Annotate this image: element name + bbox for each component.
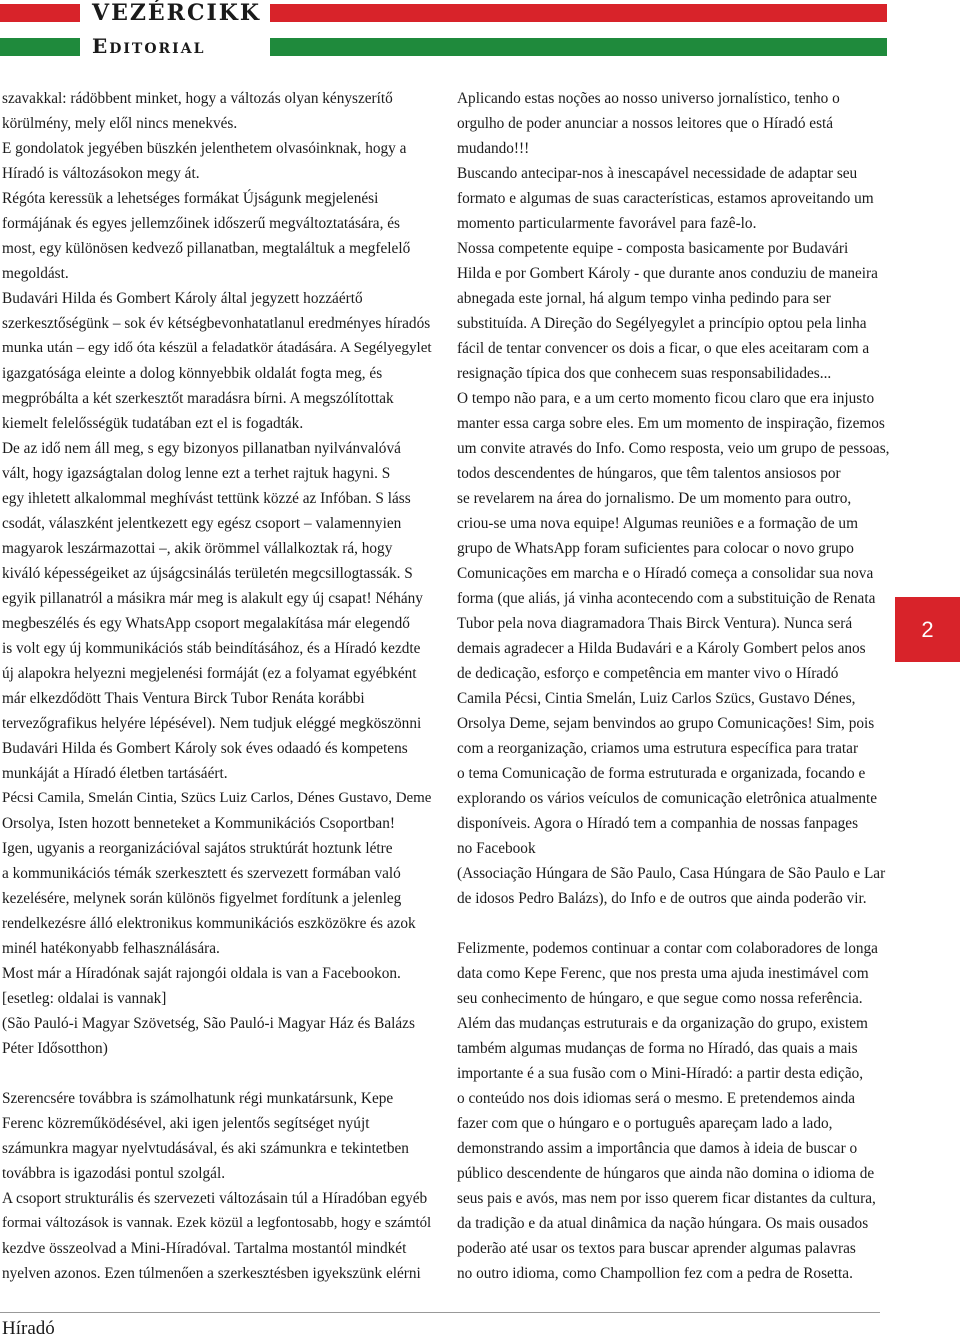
- text-line: momento particularmente favorável para fazê-lo.: [457, 215, 757, 232]
- text-line: data como Kepe Ferenc, que nos presta uma ajuda inestimável com: [457, 965, 869, 982]
- text-line: com a reorganização, criamos uma estrutura específica para tratar: [457, 740, 859, 757]
- text-line: disponíveis. Agora o Híradó tem a companhia de nossas fanpages: [457, 815, 859, 832]
- text-line: mudando!!!: [457, 140, 530, 157]
- text-line: egy ihletett alkalommal meghívást tettünk közzé az Infóban. S láss: [2, 490, 411, 507]
- text-line: resignação típica dos que conhecem suas responsabilidades...: [457, 365, 832, 382]
- text-line: szerkesztőségünk – sok év kétségbevonhatatlanul eredményes híradós: [2, 315, 431, 332]
- text-line: um convite através do Info. Como resposta, veio um grupo de pessoas,: [457, 440, 890, 457]
- text-line: formai változások is vannak. Ezek közül a legfontosabb, hogy e számtól: [2, 1215, 432, 1231]
- text-line: Nossa competente equipe - composta basicamente por Budavári: [457, 240, 849, 257]
- text-line: Buscando antecipar-nos à inescapável necessidade de adaptar seu: [457, 165, 858, 182]
- text-line: csodát, válaszként jelentkezett egy egész csoport – valamennyien: [2, 515, 402, 532]
- text-line: Ferenc közreműködésével, aki igen jelentős segítséget nyújt: [2, 1115, 370, 1132]
- text-line: formato e algumas de suas características, estamos aproveitando um: [457, 190, 874, 207]
- footer-rule: [0, 1312, 880, 1313]
- text-line: de dedicação, esforço e competência em manter vivo o Híradó: [457, 665, 839, 682]
- text-line: [2, 1061, 434, 1086]
- text-line: orgulho de poder anunciar a nossos leitores que o Híradó está: [457, 115, 834, 132]
- text-line: demais agradecer a Hilda Budavári e a Károly Gombert pelos anos: [457, 640, 866, 657]
- text-line: Péter Idősotthon): [2, 1040, 108, 1057]
- text-line: kezelésére, melynek során különös figyelmet fordítunk a jelenleg: [2, 890, 402, 907]
- text-line: Pécsi Camila, Smelán Cintia, Szücs Luiz Carlos, Dénes Gustavo, Deme: [2, 790, 432, 806]
- text-line: szavakkal: rádöbbent minket, hogy a változás olyan kényszerítő: [2, 90, 393, 107]
- text-line: megpróbálta a két szerkesztőt maradásra bírni. A megszólítottak: [2, 390, 394, 407]
- text-line: Além das mudanças estruturais e da organização do grupo, existem: [457, 1015, 868, 1032]
- text-line: público descendente de húngaros que ainda não domina o idioma de: [457, 1165, 875, 1182]
- text-line: vált, hogy igazságtalan dolog lenne ezt a terhet rajtuk hagyni. S: [2, 465, 391, 482]
- text-line: forma (que aliás, já vinha acontecendo com a substituição de Renata: [457, 590, 876, 607]
- text-line: criou-se uma nova equipe! Algumas reuniões e a formação de um: [457, 515, 858, 532]
- text-line: (São Pauló-i Magyar Szövetség, São Pauló-i Magyar Ház és Balázs: [2, 1015, 415, 1032]
- text-line: seu conhecimento de húngaro, e que segue como nossa referência.: [457, 990, 863, 1007]
- text-line: explorando os vários veículos de comunicação eletrônica atualmente: [457, 790, 878, 807]
- text-line: importante é a sua fusão com o Mini-Híradó: a partir desta edição,: [457, 1065, 864, 1082]
- page-number-badge: 2: [895, 597, 960, 662]
- article-column-hungarian: [2, 86, 434, 1286]
- text-line: a kommunikációs témák szerkesztett és szervezett formában való: [2, 865, 401, 882]
- text-line: kiemelt felelősségük tudatában ezt el is fogadták.: [2, 415, 304, 432]
- text-line: Camila Pécsi, Cintia Smelán, Luiz Carlos Szücs, Gustavo Dénes,: [457, 690, 856, 707]
- text-line: Most már a Híradónak saját rajongói oldala is van a Facebookon.: [2, 965, 401, 982]
- text-line: no outro idioma, como Champollion fez com a pedra de Rosetta.: [457, 1265, 853, 1282]
- text-line: Comunicações em marcha e o Híradó começa a consolidar sua nova: [457, 565, 874, 582]
- text-line: már elkezdődött Thais Ventura Birck Tubor Renáta korábbi: [2, 690, 365, 707]
- text-line: kiváló képességeiket az újságcsinálás területén megcsillogtassák. S: [2, 565, 413, 582]
- text-line: is volt egy új kommunikációs stáb beindításához, és a Híradó kezdte: [2, 640, 421, 657]
- text-line: Tubor pela nova diagramadora Thais Birck Ventura). Nunca será: [457, 615, 853, 632]
- text-line: todos descendentes de húngaros, que têm talentos ansiosos por: [457, 465, 841, 482]
- article-column-portuguese: [457, 86, 889, 1286]
- text-line: most, egy különösen kedvező pillanatban, megtaláltuk a megfelelő: [2, 240, 411, 257]
- text-line: minél hatékonyabb felhasználására.: [2, 940, 220, 957]
- footer-publication-name: Híradó: [2, 1318, 55, 1339]
- text-line: munka után – egy idő óta készül a feladatkör átadására. A Segélyegylet: [2, 340, 432, 356]
- text-line: Hilda e por Gombert Károly - que durante anos conduziu de maneira: [457, 265, 878, 282]
- text-line: o tema Comunicação de forma estruturada e organizada, focando e: [457, 765, 866, 782]
- text-line: megbeszélés és egy WhatsApp csoport megalakítása már elegendő: [2, 615, 410, 632]
- text-line: Orsolya Deme, sejam benvindos ao grupo Comunicações! Sim, pois: [457, 715, 875, 732]
- header-band-green: [270, 38, 887, 56]
- text-line: körülmény, mely elől nincs menekvés.: [2, 115, 238, 132]
- text-line: Szerencsére továbbra is számolhatunk régi munkatársunk, Kepe: [2, 1090, 394, 1107]
- text-line: [esetleg: oldalai is vannak]: [2, 990, 167, 1007]
- text-line: Orsolya, Isten hozott benneteket a Kommunikációs Csoportban!: [2, 815, 395, 832]
- text-line: A csoport strukturális és szervezeti változásain túl a Híradóban egyéb: [2, 1190, 428, 1207]
- text-line: továbbra is igazodási pontul szolgál.: [2, 1165, 226, 1182]
- text-line: poderão até usar os textos para buscar aprender algumas palavras: [457, 1240, 856, 1257]
- text-line: Aplicando estas noções ao nosso universo jornalístico, tenho o: [457, 90, 840, 107]
- text-line: Budavári Hilda és Gombert Károly által jegyzett hozzáértő: [2, 290, 363, 307]
- flag-stripe-red: [0, 4, 80, 22]
- text-line: E gondolatok jegyében büszkén jelenthetem olvasóinknak, hogy a: [2, 140, 407, 157]
- section-subtitle: Editorial: [92, 34, 206, 58]
- text-line: substituída. A Direção do Segélyegylet a princípio optou pela linha: [457, 315, 867, 332]
- flag-stripe-green: [0, 38, 80, 56]
- header-band-red: [270, 4, 887, 22]
- text-line: De az idő nem áll meg, s egy bizonyos pillanatban nyilvánvalóvá: [2, 440, 401, 457]
- text-line: munkáját a Híradó életben tartásáért.: [2, 765, 228, 782]
- text-line: új alapokra helyezni megjelenési formáját (ez a folyamat egyébként: [2, 665, 417, 682]
- text-line: (Associação Húngara de São Paulo, Casa Húngara de São Paulo e Lar: [457, 865, 886, 882]
- text-line: fazer com que o húngaro e o português apareçam lado a lado,: [457, 1115, 833, 1132]
- text-line: demonstrando assim a importância que damos à ideia de buscar o: [457, 1140, 858, 1157]
- text-line: manter essa carga sobre eles. Em um momento de inspiração, fizemos: [457, 415, 885, 432]
- text-line: Felizmente, podemos continuar a contar com colaboradores de longa: [457, 940, 878, 957]
- text-line: da tradição e da atual dinâmica da nação húngara. Os mais ousados: [457, 1215, 869, 1232]
- text-line: Régóta keressük a lehetséges formákat Újságunk megjelenési: [2, 190, 379, 207]
- text-line: igazgatósága eleinte a dolog könnyebbik oldalát fogta meg, és: [2, 365, 383, 382]
- section-title: VEZÉRCIKK: [92, 0, 261, 26]
- text-line: no Facebook: [457, 840, 536, 857]
- text-line: tervezőgrafikus helyére lépésével). Nem tudjuk eléggé megköszönni: [2, 715, 422, 732]
- text-line: Igen, ugyanis a reorganizációval sajátos struktúrát hoztunk létre: [2, 840, 393, 857]
- text-line: fácil de tentar convencer os dois a ficar, o que eles aceitaram com a: [457, 340, 870, 357]
- text-line: egyik pillanatról a másikra már meg is alakult egy új csapat! Néhány: [2, 590, 423, 607]
- text-line: kezdve összeolvad a Mini-Híradóval. Tartalma mostantól mindkét: [2, 1240, 407, 1257]
- text-line: rendelkezésre álló elektronikus kommunikációs eszközökre és azok: [2, 915, 416, 932]
- text-line: Híradó is változásokon megy át.: [2, 165, 200, 182]
- text-line: megoldást.: [2, 265, 69, 282]
- text-line: também algumas mudanças de forma no Híradó, das quais a mais: [457, 1040, 858, 1057]
- text-line: O tempo não para, e a um certo momento ficou claro que era injusto: [457, 390, 875, 407]
- text-line: magyarok leszármazottai –, akik örömmel vállalkoztak rá, hogy: [2, 540, 393, 557]
- text-line: de idosos Pedro Balázs), do Info e de outros que ainda poderão vir.: [457, 890, 867, 907]
- text-line: o conteúdo nos dois idiomas será o mesmo. E pretendemos ainda: [457, 1090, 856, 1107]
- text-line: Budavári Hilda és Gombert Károly sok éves odaadó és kompetens: [2, 740, 408, 757]
- text-line: nyelven azonos. Ezen túlmenően a szerkesztésben igyekszünk elérni: [2, 1265, 421, 1282]
- text-line: seus pais e avós, mas nem por isso querem ficar distantes da cultura,: [457, 1190, 876, 1207]
- text-line: grupo de WhatsApp foram suficientes para colocar o novo grupo: [457, 540, 854, 557]
- text-line: [457, 911, 889, 936]
- text-line: formájának és egyes jellemzőinek időszerű megváltoztatására, és: [2, 215, 400, 232]
- text-line: abnegada este jornal, há algum tempo vinha pedindo para ser: [457, 290, 831, 307]
- text-line: számunkra magyar nyelvtudásával, és aki számunkra e tekintetben: [2, 1140, 409, 1157]
- text-line: se revelarem na área do jornalismo. De um momento para outro,: [457, 490, 852, 507]
